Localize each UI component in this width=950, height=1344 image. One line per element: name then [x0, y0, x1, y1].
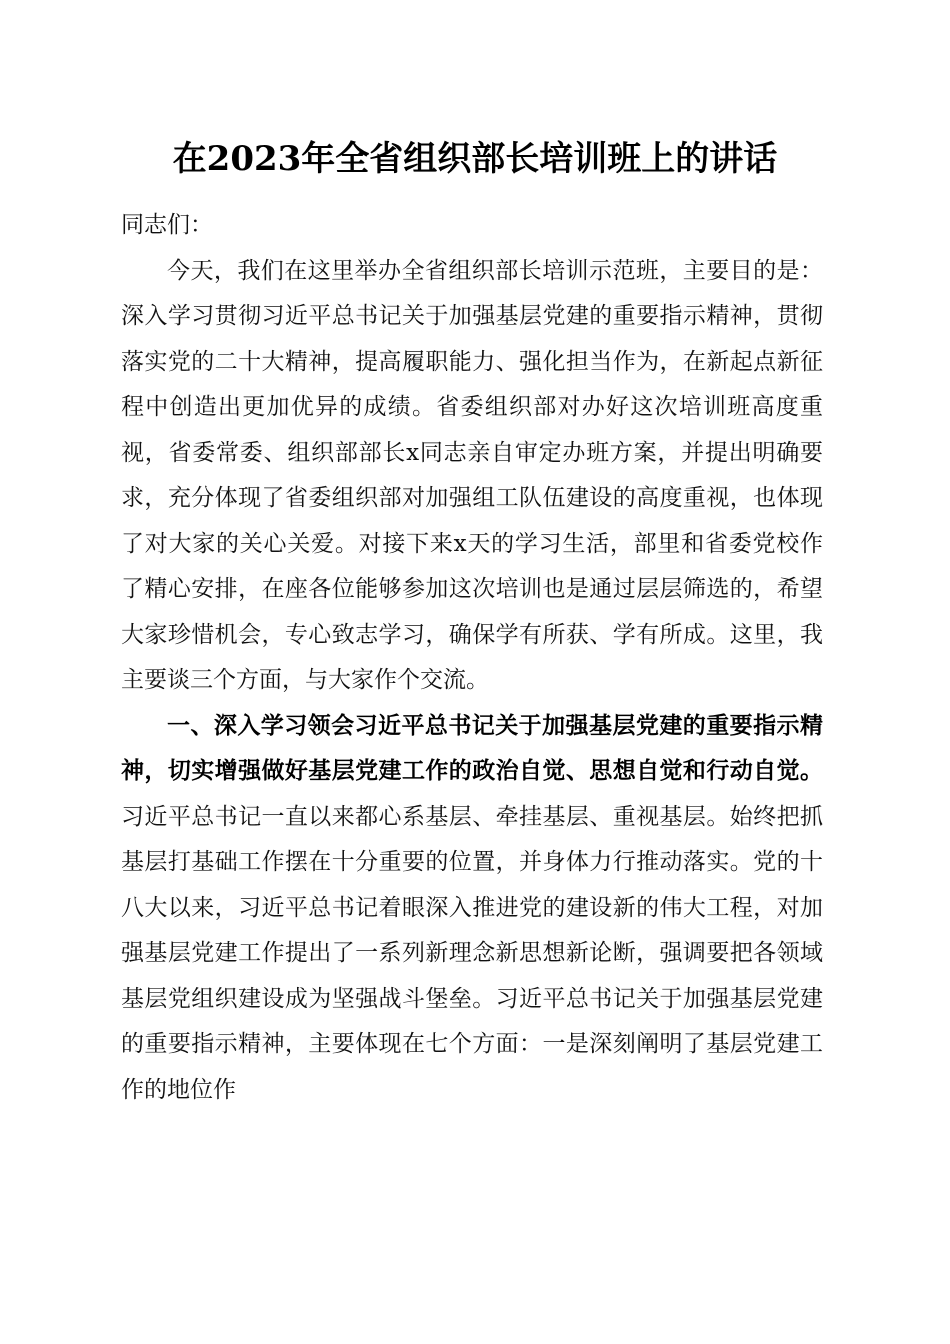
paragraph-section-1 — [121, 704, 823, 1114]
section-1-heading: 一、深入学习领会习近平总书记关于加强基层党建的重要指示精神，切实增强做好基层党建工作的政治自觉、思想自觉和行动自觉。 — [121, 712, 823, 784]
salutation: 同志们： — [121, 212, 213, 238]
paragraph-intro: 今天，我们在这里举办全省组织部长培训示范班，主要目的是：深入学习贯彻习近平总书记关于加强基层党建的重要指示精神，贯彻落实党的二十大精神，提高履职能力、强化担当作为，在新起点新征程中创造出更加优异的成绩。省委组织部对办好这次培训班高度重视，省委常委、组织部部长x同志亲自审定办班方案，并提出明确要求，充分体现了省委组织部对加强组工队伍建设的高度重视，也体现了对大家的关心关爱。对接下来x天的学习生活，部里和省委党校作了精心安排，在座各位能够参加这次培训也是通过层层筛选的，希望大家珍惜机会，专心致志学习，确保学有所获、学有所成。这里，我主要谈三个方面，与大家作个交流。 — [121, 257, 823, 693]
section-1-text: 习近平总书记一直以来都心系基层、牵挂基层、重视基层。始终把抓基层打基础工作摆在十分重要的位置，并身体力行推动落实。党的十八大以来，习近平总书记着眼深入推进党的建设新的伟大工程，对加强基层党建工作提出了一系列新理念新思想新论断，强调要把各领域基层党组织建设成为坚强战斗堡垒。习近平总书记关于加强基层党建的重要指示精神，主要体现在七个方面：一是深刻阐明了基层党建工作的地位作 — [121, 803, 823, 1103]
document-body — [121, 203, 823, 1113]
document-title: 在2023年全省组织部长培训班上的讲话 — [172, 139, 778, 179]
